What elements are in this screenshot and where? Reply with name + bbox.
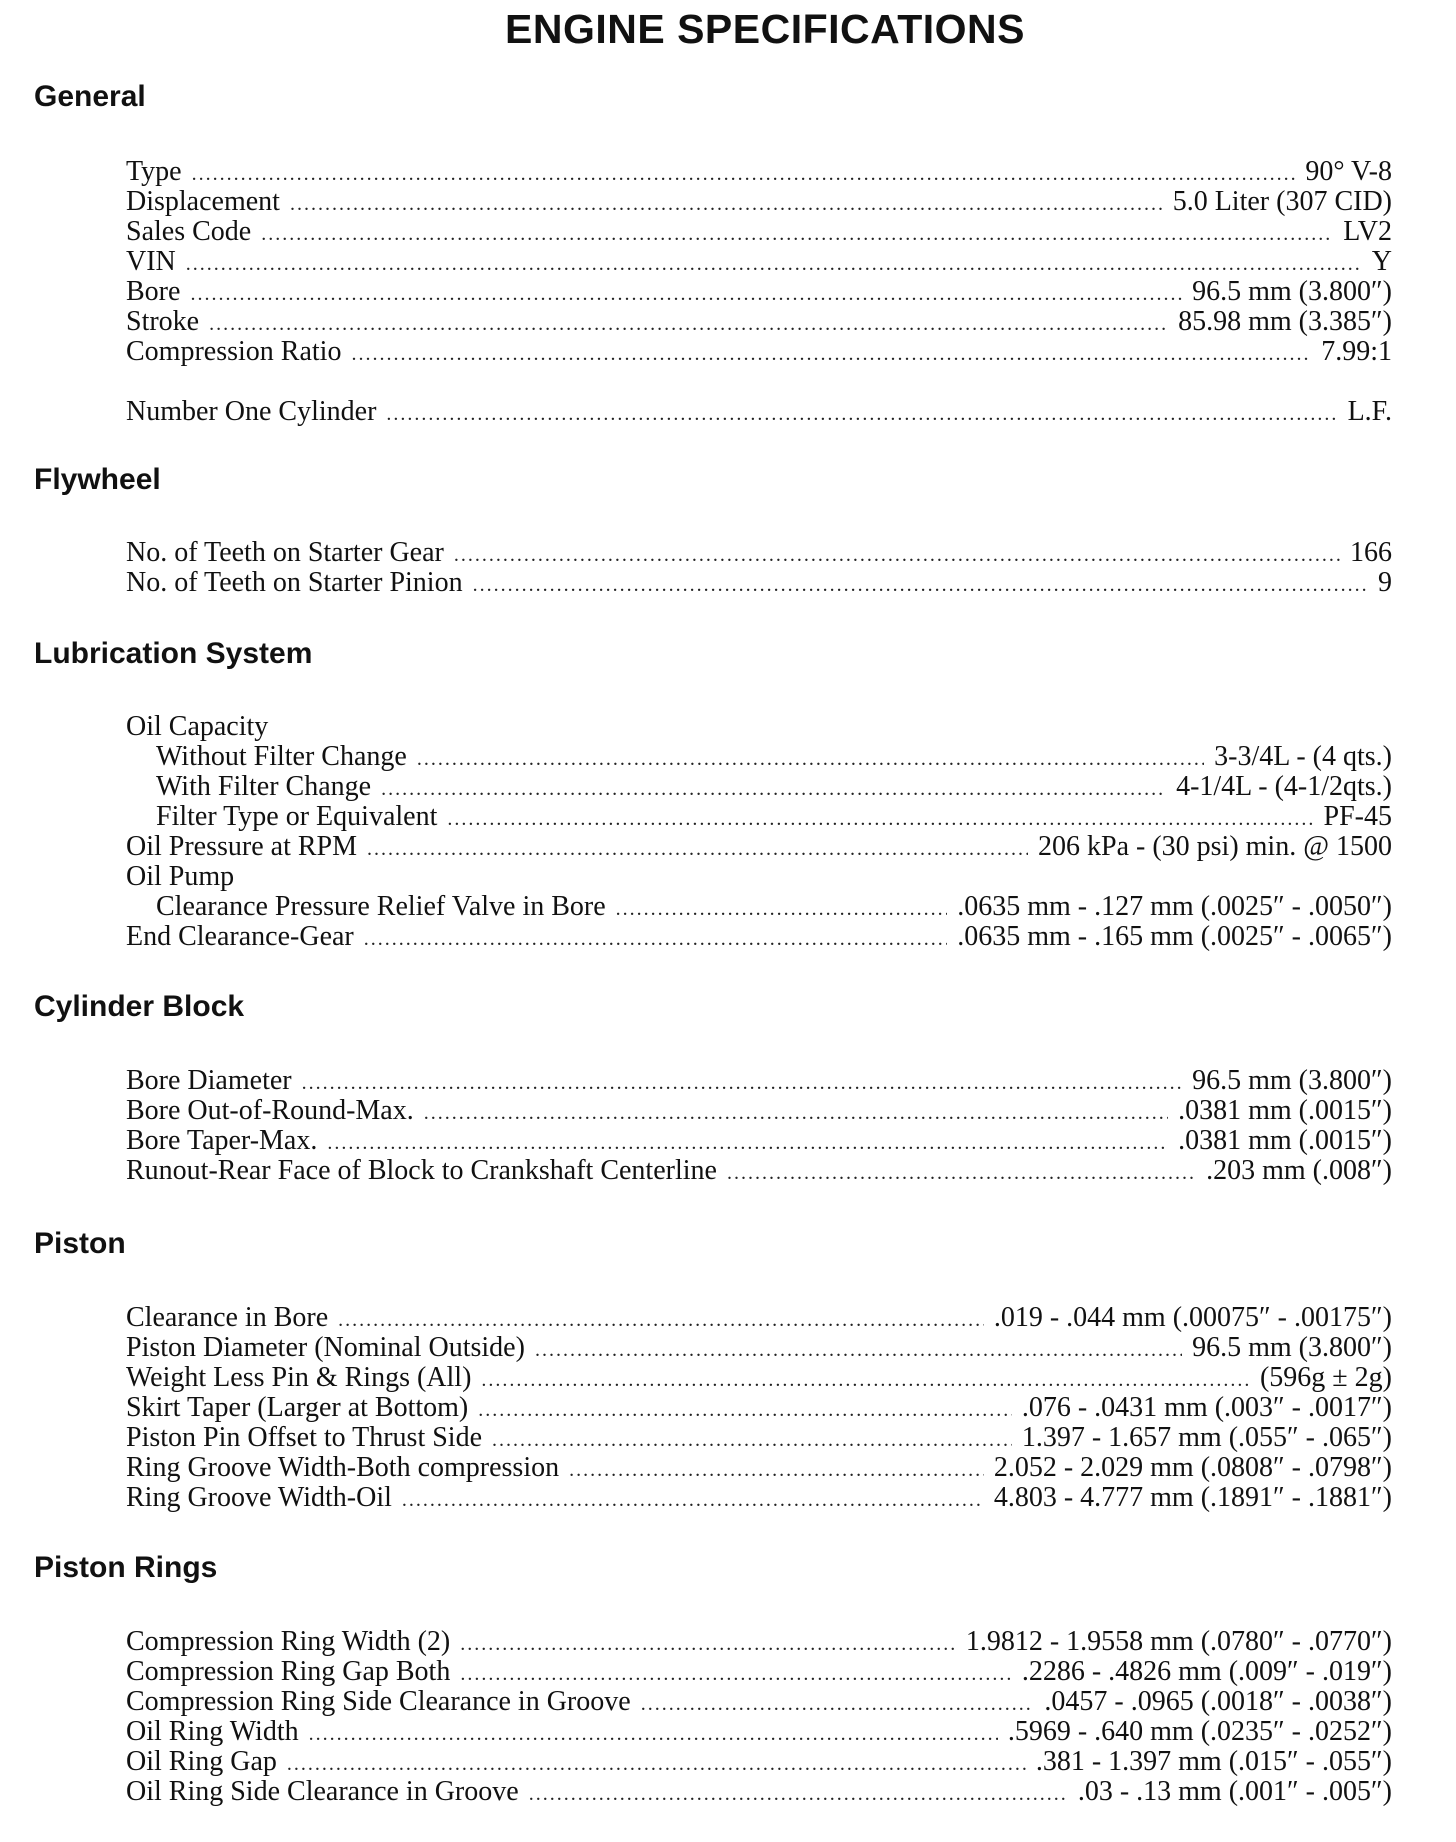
spec-row	[126, 802, 1392, 832]
dot-leader	[302, 1068, 1183, 1096]
section-heading-cylinder-block: Cylinder Block	[34, 990, 245, 1023]
dot-leader	[473, 570, 1368, 598]
spec-label: Runout-Rear Face of Block to Crankshaft Centerline	[126, 1156, 717, 1186]
spec-value: .5969 - .640 mm (.0235″ - .0252″)	[1007, 1717, 1392, 1747]
spec-label: Oil Capacity	[126, 712, 269, 742]
spec-row	[126, 772, 1392, 802]
dot-leader	[727, 1158, 1196, 1186]
section-heading-piston: Piston	[34, 1227, 126, 1260]
spec-label: Bore Out-of-Round-Max.	[126, 1096, 414, 1126]
spec-value: 166	[1350, 538, 1392, 568]
spec-value: 96.5 mm (3.800″)	[1192, 277, 1392, 307]
spec-row	[126, 1156, 1392, 1186]
dot-leader	[190, 279, 1182, 307]
spec-row	[126, 337, 1392, 367]
spec-value: PF-45	[1323, 802, 1392, 832]
dot-leader	[641, 1689, 1035, 1717]
dot-leader	[460, 1659, 1011, 1687]
spec-row	[126, 247, 1392, 277]
dot-leader	[569, 1455, 984, 1483]
dot-leader	[447, 804, 1313, 832]
dot-leader	[261, 219, 1333, 247]
spec-label: Oil Pump	[126, 862, 235, 892]
dot-leader	[616, 894, 948, 922]
spec-label: With Filter Change	[156, 772, 372, 802]
spec-label: No. of Teeth on Starter Gear	[126, 538, 444, 568]
spec-row	[126, 1303, 1392, 1333]
spec-list-piston-rings	[126, 1627, 1392, 1807]
spec-label: Without Filter Change	[156, 742, 407, 772]
dot-leader	[381, 774, 1166, 802]
spec-value: .0457 - .0965 (.0018″ - .0038″)	[1044, 1687, 1392, 1717]
dot-leader	[309, 1719, 998, 1747]
spec-label: Stroke	[126, 307, 200, 337]
spec-label: Weight Less Pin & Rings (All)	[126, 1363, 472, 1393]
spec-row	[126, 187, 1392, 217]
spec-label: Bore Taper-Max.	[126, 1126, 318, 1156]
dot-leader	[481, 1365, 1250, 1393]
spec-row	[126, 832, 1392, 862]
spec-label: Skirt Taper (Larger at Bottom)	[126, 1393, 469, 1423]
dot-leader	[364, 924, 948, 952]
spec-value: 1.9812 - 1.9558 mm (.0780″ - .0770″)	[965, 1627, 1392, 1657]
dot-leader	[454, 540, 1340, 568]
spec-label: Compression Ring Width (2)	[126, 1627, 451, 1657]
spec-row	[126, 217, 1392, 247]
spec-row	[126, 1687, 1392, 1717]
spec-label: Oil Ring Gap	[126, 1747, 277, 1777]
dot-leader	[351, 339, 1311, 367]
dot-leader	[386, 399, 1337, 427]
dot-leader	[186, 249, 1362, 277]
spec-list-general	[126, 157, 1392, 427]
section-heading-general: General	[34, 80, 146, 113]
section-heading-lubrication-system: Lubrication System	[34, 637, 313, 670]
spec-value: 9	[1378, 568, 1392, 598]
dot-leader	[529, 1779, 1068, 1807]
spec-label: Bore Diameter	[126, 1066, 292, 1096]
spec-label: Oil Ring Width	[126, 1717, 299, 1747]
spec-value: .076 - .0431 mm (.003″ - .0017″)	[1021, 1393, 1392, 1423]
section-heading-piston-rings: Piston Rings	[34, 1551, 218, 1584]
spec-list-piston	[126, 1303, 1392, 1513]
spec-value: .019 - .044 mm (.00075″ - .00175″)	[993, 1303, 1392, 1333]
spec-label: Filter Type or Equivalent	[156, 802, 438, 832]
spec-row	[126, 1777, 1392, 1807]
spec-label: Compression Ratio	[126, 337, 342, 367]
spec-label: Clearance Pressure Relief Valve in Bore	[156, 892, 606, 922]
page-title: ENGINE SPECIFICATIONS	[504, 6, 1026, 52]
spec-label: Clearance in Bore	[126, 1303, 329, 1333]
dot-leader	[424, 1098, 1168, 1126]
dot-leader	[209, 309, 1168, 337]
spec-value: .03 - .13 mm (.001″ - .005″)	[1077, 1777, 1392, 1807]
spec-value: 96.5 mm (3.800″)	[1192, 1066, 1392, 1096]
spec-row	[126, 742, 1392, 772]
spec-value: 1.397 - 1.657 mm (.055″ - .065″)	[1021, 1423, 1392, 1453]
spec-label: Compression Ring Gap Both	[126, 1657, 451, 1687]
spec-row	[126, 1333, 1392, 1363]
spec-row	[126, 568, 1392, 598]
spec-label: Sales Code	[126, 217, 252, 247]
spec-list-flywheel	[126, 538, 1392, 598]
spec-value: LV2	[1343, 217, 1392, 247]
spec-row	[126, 1363, 1392, 1393]
spec-row	[126, 922, 1392, 952]
spec-value: Y	[1371, 247, 1392, 277]
spec-row	[126, 1096, 1392, 1126]
dot-leader	[417, 744, 1204, 772]
spec-label: Ring Groove Width-Both compression	[126, 1453, 560, 1483]
spec-label: VIN	[126, 247, 176, 277]
spec-row	[126, 1126, 1392, 1156]
spec-label: Ring Groove Width-Oil	[126, 1483, 392, 1513]
dot-leader	[367, 834, 1028, 862]
spec-label: Bore	[126, 277, 181, 307]
spec-label: Oil Ring Side Clearance in Groove	[126, 1777, 519, 1807]
spec-row	[126, 1393, 1392, 1423]
dot-leader	[192, 159, 1296, 187]
dot-leader	[535, 1335, 1182, 1363]
spec-row	[126, 862, 1392, 892]
spec-row	[126, 712, 1392, 742]
spec-value: 90° V-8	[1305, 157, 1392, 187]
spec-value: 96.5 mm (3.800″)	[1192, 1333, 1392, 1363]
dot-leader	[287, 1749, 1026, 1777]
spec-value: 5.0 Liter (307 CID)	[1172, 187, 1392, 217]
spec-value: 4-1/4L - (4-1/2qts.)	[1176, 772, 1392, 802]
spec-value: 206 kPa - (30 psi) min. @ 1500	[1038, 832, 1392, 862]
spec-row	[126, 1657, 1392, 1687]
spec-label: No. of Teeth on Starter Pinion	[126, 568, 463, 598]
section-heading-flywheel: Flywheel	[34, 463, 161, 496]
spec-value: .203 mm (.008″)	[1206, 1156, 1392, 1186]
spec-value: .2286 - .4826 mm (.009″ - .019″)	[1021, 1657, 1392, 1687]
spec-value: .381 - 1.397 mm (.015″ - .055″)	[1035, 1747, 1392, 1777]
spec-label: Displacement	[126, 187, 280, 217]
spec-value: 85.98 mm (3.385″)	[1178, 307, 1392, 337]
spec-row	[126, 1453, 1392, 1483]
spec-label: End Clearance-Gear	[126, 922, 354, 952]
spec-row	[126, 397, 1392, 427]
spec-value: 4.803 - 4.777 mm (.1891″ - .1881″)	[993, 1483, 1392, 1513]
dot-leader	[492, 1425, 1012, 1453]
spec-row	[126, 892, 1392, 922]
spec-label: Piston Diameter (Nominal Outside)	[126, 1333, 525, 1363]
spec-value: .0635 mm - .127 mm (.0025″ - .0050″)	[957, 892, 1392, 922]
spec-label: Number One Cylinder	[126, 397, 377, 427]
spec-value: .0381 mm (.0015″)	[1178, 1126, 1392, 1156]
spec-row	[126, 1483, 1392, 1513]
spec-label: Type	[126, 157, 182, 187]
spec-row	[126, 307, 1392, 337]
spec-row	[126, 157, 1392, 187]
spec-list-cylinder-block	[126, 1066, 1392, 1186]
spec-value: (596g ± 2g)	[1259, 1363, 1392, 1393]
spec-label: Piston Pin Offset to Thrust Side	[126, 1423, 483, 1453]
spec-value: .0381 mm (.0015″)	[1178, 1096, 1392, 1126]
spec-row	[126, 1747, 1392, 1777]
spec-row	[126, 1423, 1392, 1453]
spec-list-lubrication-system	[126, 712, 1392, 952]
spec-value: 7.99:1	[1321, 337, 1392, 367]
spec-value: 2.052 - 2.029 mm (.0808″ - .0798″)	[993, 1453, 1392, 1483]
spec-value: .0635 mm - .165 mm (.0025″ - .0065″)	[957, 922, 1392, 952]
spec-label: Oil Pressure at RPM	[126, 832, 357, 862]
spec-row	[126, 1627, 1392, 1657]
spec-row	[126, 538, 1392, 568]
spec-row	[126, 1066, 1392, 1096]
spec-label: Compression Ring Side Clearance in Groove	[126, 1687, 631, 1717]
dot-leader	[338, 1305, 984, 1333]
dot-leader	[402, 1485, 984, 1513]
dot-leader	[460, 1629, 956, 1657]
spec-row	[126, 277, 1392, 307]
dot-leader	[327, 1128, 1168, 1156]
dot-leader	[290, 189, 1163, 217]
spec-row	[126, 1717, 1392, 1747]
spec-value: 3-3/4L - (4 qts.)	[1214, 742, 1392, 772]
dot-leader	[478, 1395, 1012, 1423]
spec-value: L.F.	[1347, 397, 1392, 427]
